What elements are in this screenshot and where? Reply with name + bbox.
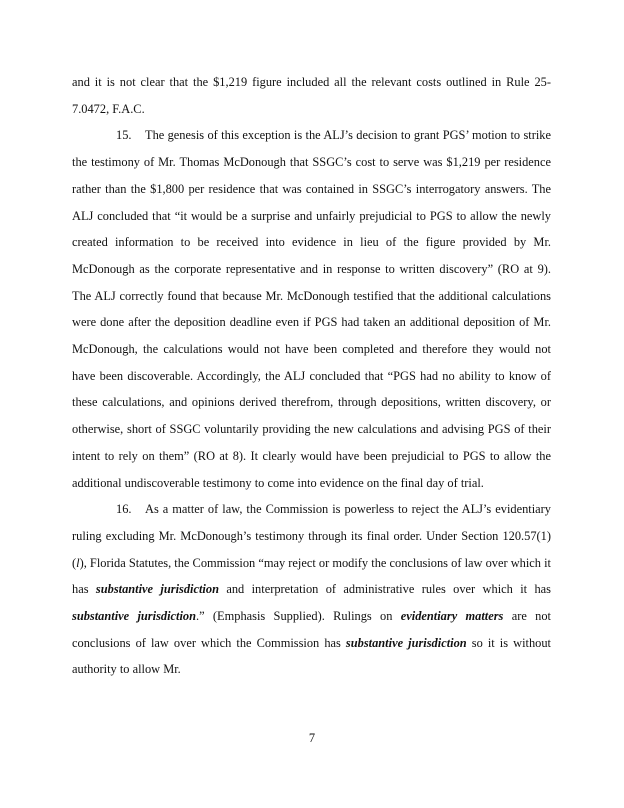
paragraph-16 [72,496,551,683]
paragraph-16-italic-l: l [76,555,80,570]
emphasis-substantive-jurisdiction-1: substantive jurisdiction [95,582,219,597]
emphasis-evidentiary-matters: evidentiary matters [400,609,504,624]
paragraph-15 [72,122,551,496]
page-body [72,69,551,683]
emphasis-substantive-jurisdiction-3: substantive jurisdiction [345,635,467,650]
paragraph-16-text-4: .” (Emphasis Supplied). Rulings on [196,609,401,624]
paragraph-15-number: 15. [116,128,132,143]
continuation-text: and it is not clear that the $1,219 figure included all the relevant costs outlined in Rule 25-7.0472, F.A.C. [72,75,551,116]
paragraph-16-text-5: are not conclusions of law over which the Commission has [72,609,551,650]
paragraph-16-text-1: As a matter of law, the Commission is powerless to reject the ALJ’s evidentiary ruling excluding Mr. McDonough’s testimony through its final order. Under Section 120.57(1)( [72,502,551,570]
paragraph-16-text-2: ), Florida Statutes, the Commission “may reject or modify the conclusions of law over which it has [72,555,551,597]
emphasis-substantive-jurisdiction-2: substantive jurisdiction [72,609,196,624]
paragraph-16-text-6: so it is without authority to allow Mr. [72,635,551,677]
page-number: 7 [308,731,316,745]
continuation-paragraph [72,69,551,122]
paragraph-16-text-3: and interpretation of administrative rules over which it has [218,582,551,597]
paragraph-15-text: The genesis of this exception is the ALJ’s decision to grant PGS’ motion to strike the testimony of Mr. Thomas McDonough that SSGC’s cost to serve was $1,219 per residence rather than the $1,800 per residence that was contained in SSGC’s interrogatory answers. The ALJ concluded that “it would be a surprise and unfairly prejudicial to PGS to allow the newly created information to be received into evidence in lieu of the figure provided by Mr. McDonough as the corporate representative and in response to written discovery” (RO at 9). The ALJ correctly found that because Mr. McDonough testified that the additional calculations were done after the deposition deadline even if PGS had taken an additional deposition of Mr. McDonough, the calculations would not have been completed and therefore they would not have been discoverable. Accordingly, the ALJ concluded that “PGS had no ability to know of these calculations, and opinions derived therefrom, through depositions, written discovery, or otherwise, short of SSGC voluntarily providing the new calculations and advising PGS of their intent to rely on them” (RO at 8). It clearly would have been prejudicial to PGS to allow the additional undiscoverable testimony to come into evidence on the final day of trial. [72,128,551,490]
paragraph-16-number: 16. [116,502,132,517]
